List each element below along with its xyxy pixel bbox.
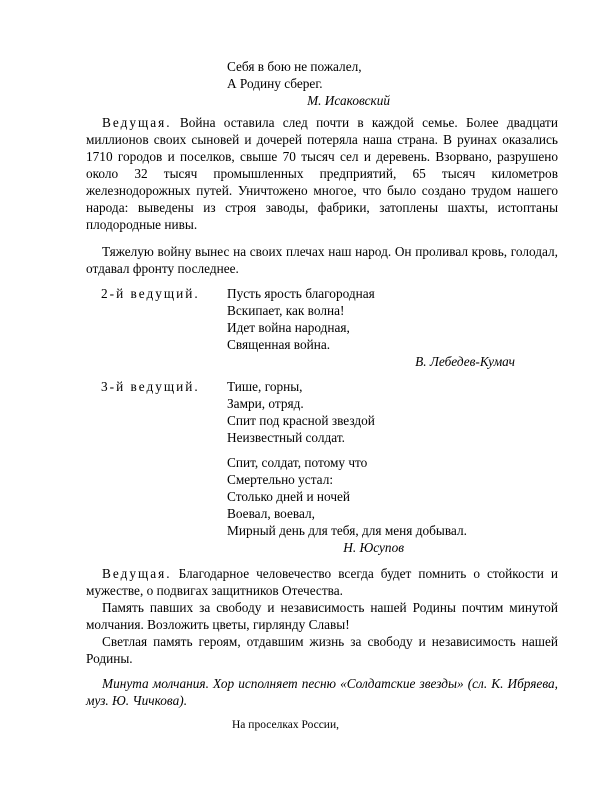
speaker-label: Ведущая. <box>102 115 172 130</box>
paragraph: Светлая память героям, отдавшим жизнь за свободу и независимость нашей Родины. <box>86 634 558 666</box>
verse-line: Священная война. <box>227 337 331 352</box>
paragraph-text: Благодарное человечество всегда будет помнить о стойкости и мужестве, о подвигах защитников Отечества. <box>86 566 558 598</box>
verse-line: Смертельно устал: <box>227 472 334 487</box>
author-signature: В. Лебедев-Кумач <box>415 354 515 369</box>
speaker-label: 2-й ведущий. <box>101 286 200 301</box>
paragraph-text: Война оставила след почти в каждой семье. Более двадцати миллионов своих сыновей и дочерей потеряла наша страна. В руинах оказались 1710 городов и поселков, свыше 70 тысяч сел и деревень. Взорвано, разрушено около 32 тысяч промышленных предприятий, 65 тысяч километров железнодорожных путей. Уничтожено многое, что было создано трудом нашего народа: выведены из строя заводы, фабрики, затоплены шахты, истоптаны плодородные нивы. <box>86 115 558 232</box>
author-signature: Н. Юсупов <box>343 540 404 555</box>
verse-line: А Родину сберег. <box>227 76 323 91</box>
speaker-label: 3-й ведущий. <box>101 379 200 394</box>
verse-line: Неизвестный солдат. <box>227 430 345 445</box>
author-signature: М. Исаковский <box>307 93 390 108</box>
verse-line: Вскипает, как волна! <box>227 303 345 318</box>
verse-line: Идет война народная, <box>227 320 350 335</box>
stage-direction: Минута молчания. Хор исполняет песню «Солдатские звезды» (сл. К. Ибряева, муз. Ю. Чичкова). <box>86 676 558 708</box>
verse-line: Мирный день для тебя, для меня добывал. <box>227 523 467 538</box>
paragraph <box>86 114 558 233</box>
verse-line: Спит под красной звездой <box>227 413 375 428</box>
verse-line: На проселках России, <box>232 719 339 731</box>
verse-line: Столько дней и ночей <box>227 489 351 504</box>
paragraph: Тяжелую войну вынес на своих плечах наш народ. Он проливал кровь, голодал, отдавал фронту последнее. <box>86 244 558 276</box>
verse-line: Пусть ярость благородная <box>227 286 375 301</box>
speaker-label: Ведущая. <box>102 566 172 581</box>
verse-line: Воевал, воевал, <box>227 506 315 521</box>
verse-line: Спит, солдат, потому что <box>227 455 368 470</box>
verse-line: Себя в бою не пожалел, <box>227 59 362 74</box>
paragraph: Память павших за свободу и независимость нашей Родины почтим минутой молчания. Возложить цветы, гирлянду Славы! <box>86 600 558 632</box>
paragraph <box>86 565 558 599</box>
verse-line: Замри, отряд. <box>227 396 304 411</box>
verse-line: Тише, горны, <box>227 379 303 394</box>
